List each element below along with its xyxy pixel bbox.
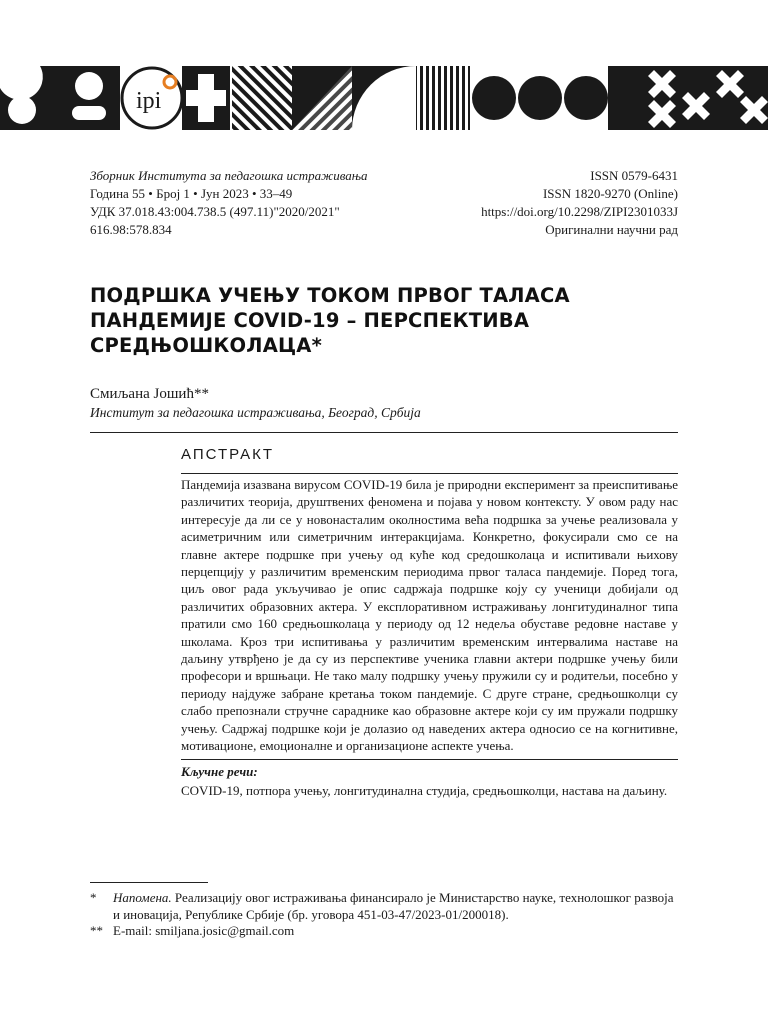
logo-text: ipi (136, 88, 162, 114)
footnote-mark: ** (90, 923, 103, 938)
keywords-heading: Кључне речи: (181, 764, 258, 779)
publication-identifiers (481, 167, 678, 239)
article-type: Оригинални научни рад (545, 222, 678, 237)
footnote-email (90, 922, 678, 939)
footnote-mark: * (90, 890, 97, 905)
journal-metadata (90, 167, 368, 239)
ipi-logo (122, 68, 182, 128)
keywords-body: COVID-19, потпора учењу, лонгитудинална студија, средњошколци, настава на даљину. (181, 783, 668, 798)
udc-code-continued: 616.98:578.834 (90, 222, 172, 237)
udc-code: УДК 37.018.43:004.738.5 (497.11)"2020/2021" (90, 204, 340, 219)
keywords-divider (181, 759, 678, 760)
footnote-divider (90, 882, 208, 883)
footnote-lead: Напомена. (113, 890, 172, 905)
issn-online: ISSN 1820-9270 (Online) (542, 186, 678, 201)
issn-print: ISSN 0579-6431 (590, 168, 678, 183)
abstract-divider (181, 473, 678, 474)
footnote-funding (90, 889, 678, 923)
author-name: Смиљана Јошић** (90, 386, 209, 402)
title-divider (90, 432, 678, 433)
issue-info: Година 55 • Број 1 • Јун 2023 • 33–49 (90, 186, 293, 201)
abstract-heading: АПСТРАКТ (181, 446, 275, 463)
article-title: ПОДРШКА УЧЕЊУ ТОКОМ ПРВОГ ТАЛАСА ПАНДЕМИЈЕ COVID-19 – ПЕРСПЕКТИВА СРЕДЊОШКОЛАЦА* (90, 284, 570, 357)
doi-link[interactable]: https://doi.org/10.2298/ZIPI2301033J (481, 204, 678, 219)
footnote-text: Реализацију овог истраживања финансирало је Министарство науке, технолошког развоја и иновација, Републике Србије (бр. уговора 451-03-47/2023-01/200018). (113, 890, 674, 922)
abstract-body: Пандемија изазвана вирусом COVID-19 била је природни експеримент за преиспитивање различитих теорија, друштвених феномена и појава у новом контексту. У овом раду нас интересује да ли се у новонасталим околностима већа подршка за учење реализовала у асиметричним или симетричним интеракцијама. Конкретно, фокусирали смо се на главне актере подршке при учењу од куће код средошколаца и испитивали њихову перцепцију у различитим временским периодима првог таласа пандемије. Поред тога, циљ овог рада укључивао је опис садржаја подршке коју су ученици добијали од различитих образовних актера. У експлоративном истраживању лонгитудиналног типа пратили смо 160 средњошколаца у периоду од 12 недеља обуставе редовне наставе у школама. Кроз три испитивања у различитим временским интервалима наставе на даљину утврђено је да су из перспективе ученика главни актери подршке учењу били професори и вршњаци. Не тако малу подршку учењу пружили су и родитељи, посебно у периоду најдуже забране кретања током пандемије. С друге стране, средњошколци су слабо препознали стручне сараднике као образовне актере који су им пружали подршку учењу. Садржај подршке који је долазио од наведених актера односио се на когнитивне, мотивационе, емоционалне и организационе аспекте учења. (181, 477, 678, 754)
author-affiliation: Институт за педагошка истраживања, Београд, Србија (90, 405, 421, 420)
journal-name: Зборник Института за педагошка истраживања (90, 168, 368, 183)
header-pattern-banner (0, 66, 768, 130)
footnote-text[interactable]: E-mail: smiljana.josic@gmail.com (113, 923, 295, 938)
